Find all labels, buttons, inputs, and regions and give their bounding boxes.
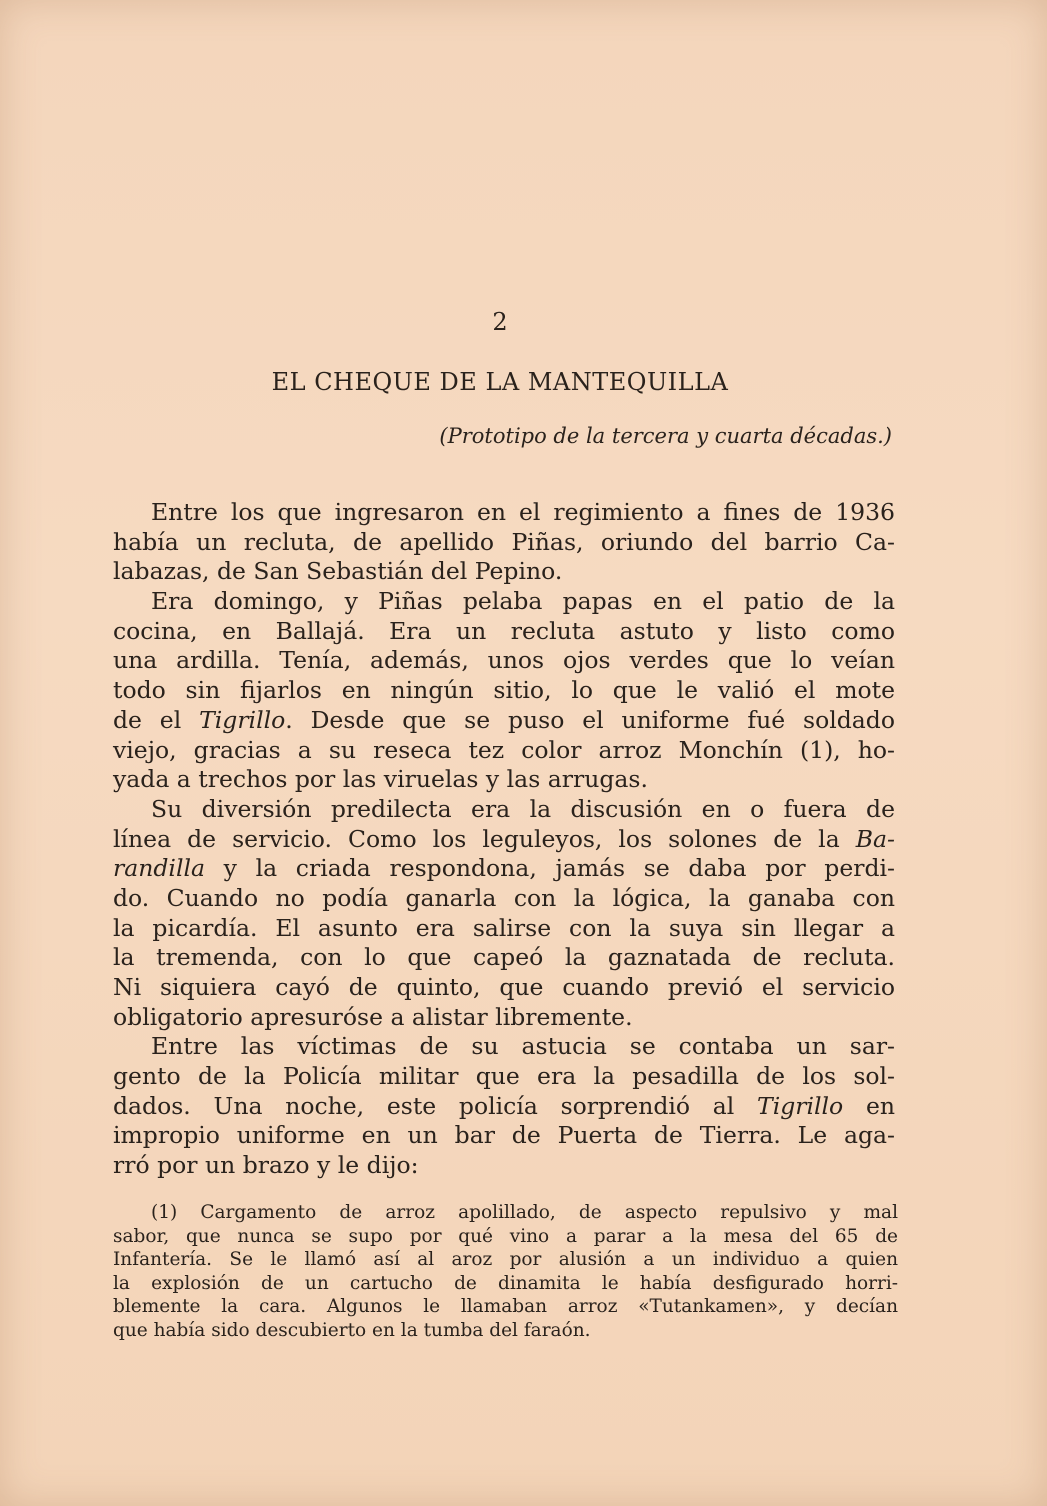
footnote-line: Infantería. Se le llamó así al aroz por alusión a un individuo a quien <box>113 1249 898 1271</box>
body-line: la picardía. El asunto era salirse con la suya sin llegar a <box>113 913 895 942</box>
chapter-subtitle: (Prototipo de la tercera y cuarta décadas.) <box>439 424 892 448</box>
body-line: una ardilla. Tenía, además, unos ojos verdes que lo veían <box>113 646 895 675</box>
body-line: do. Cuando no podía ganarla con la lógica, la ganaba con <box>113 883 895 912</box>
body-line: la tremenda, con lo que capeó la gaznatada de recluta. <box>113 943 895 972</box>
body-line: randilla y la criada respondona, jamás se daba por perdi- <box>113 854 895 883</box>
body-line: Su diversión predilecta era la discusión en o fuera de <box>151 794 895 823</box>
body-line: obligatorio apresuróse a alistar libremente. <box>113 1002 633 1031</box>
body-text <box>113 498 895 1181</box>
body-line: rró por un brazo y le dijo: <box>113 1151 419 1180</box>
footnote-line: (1) Cargamento de arroz apolillado, de aspecto repulsivo y mal <box>151 1202 898 1223</box>
body-line: yada a trechos por las viruelas y las arrugas. <box>113 765 648 794</box>
footnote-line: que había sido descubierto en la tumba del faraón. <box>113 1319 591 1341</box>
chapter-number: 2 <box>492 308 508 336</box>
footnote-line: sabor, que nunca se supo por qué vino a parar a la mesa del 65 de <box>113 1225 898 1247</box>
body-line: línea de servicio. Como los leguleyos, los solones de la Ba- <box>113 824 895 853</box>
body-line: Entre los que ingresaron en el regimiento a fines de 1936 <box>151 498 895 526</box>
body-line: de el Tigrillo. Desde que se puso el uniforme fué soldado <box>113 705 895 734</box>
footnote-line: blemente la cara. Algunos le llamaban arroz «Tutankamen», y decían <box>113 1296 898 1318</box>
body-line: había un recluta, de apellido Piñas, oriundo del barrio Ca- <box>113 527 895 556</box>
footnote-line: la explosión de un cartucho de dinamita le había desfigurado horri- <box>113 1272 898 1294</box>
body-line: gento de la Policía militar que era la pesadilla de los sol- <box>113 1062 895 1091</box>
footnote <box>113 1201 898 1343</box>
body-line: viejo, gracias a su reseca tez color arroz Monchín (1), ho- <box>113 735 895 764</box>
body-line: Ni siquiera cayó de quinto, que cuando previó el servicio <box>113 973 895 1001</box>
body-line: labazas, de San Sebastián del Pepino. <box>113 557 563 586</box>
body-line: Entre las víctimas de su astucia se contaba un sar- <box>151 1032 895 1061</box>
chapter-title: EL CHEQUE DE LA MANTEQUILLA <box>271 368 729 396</box>
body-line: impropio uniforme en un bar de Puerta de Tierra. Le aga- <box>113 1121 895 1150</box>
body-line: cocina, en Ballajá. Era un recluta astuto y listo como <box>113 616 895 645</box>
body-line: todo sin fijarlos en ningún sitio, lo que le valió el mote <box>113 676 895 705</box>
body-line: dados. Una noche, este policía sorprendió al Tigrillo en <box>113 1091 895 1120</box>
body-line: Era domingo, y Piñas pelaba papas en el patio de la <box>151 587 895 616</box>
